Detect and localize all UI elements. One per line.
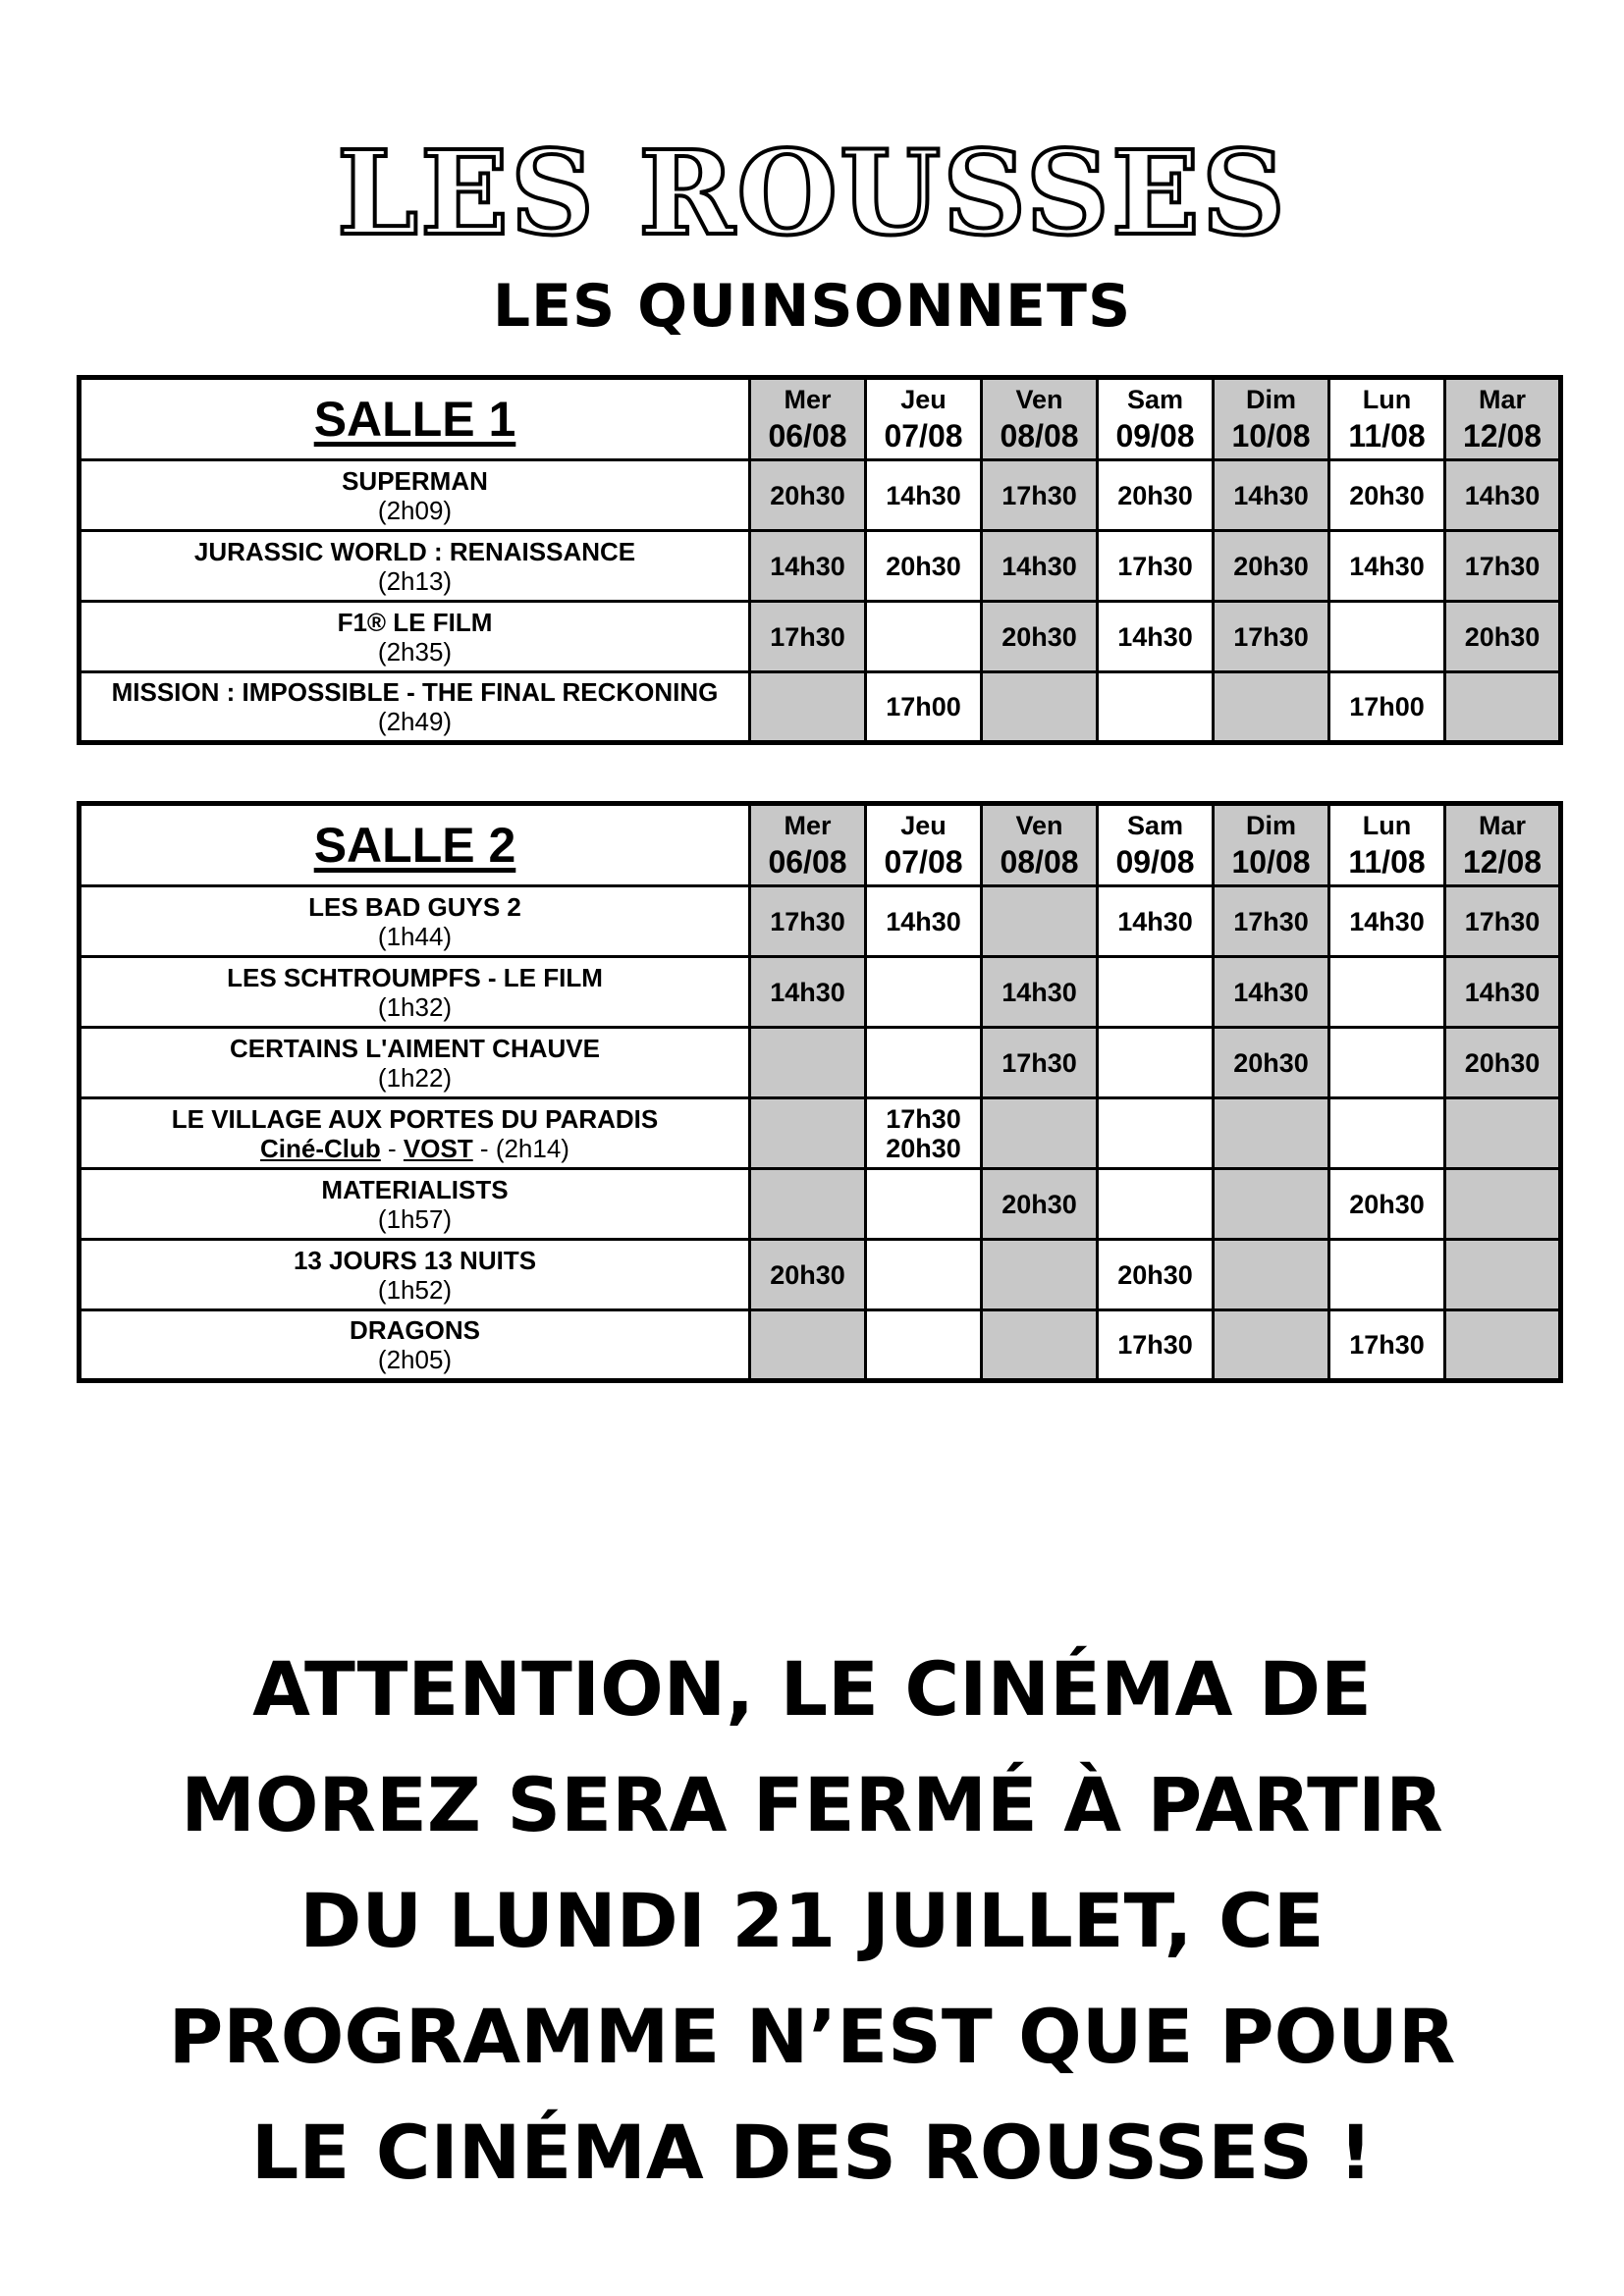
showtime-cell — [982, 460, 1098, 531]
day-date: 12/08 — [1462, 844, 1543, 880]
showtime-cell — [1329, 460, 1445, 531]
showtime-cell — [1329, 957, 1445, 1028]
showtime-cell — [750, 1098, 866, 1169]
showtime: 17h30 — [1349, 1330, 1425, 1360]
movie-title: DRAGONS — [350, 1315, 480, 1345]
showtime-cell — [982, 672, 1098, 743]
showtime-cell — [1098, 602, 1214, 672]
day-name: Sam — [1126, 811, 1184, 840]
showtime-cell — [982, 1098, 1098, 1169]
movie-cell — [80, 602, 750, 672]
movie-duration: (2h13) — [377, 565, 453, 596]
showtime-cell — [982, 1028, 1098, 1098]
showtime-cell — [1098, 531, 1214, 602]
salle1-label: SALLE 1 — [313, 392, 516, 447]
movie-title: MATERIALISTS — [321, 1174, 509, 1204]
showtime-cell — [1445, 1240, 1561, 1310]
showtime-cell — [1329, 1169, 1445, 1240]
salle2-schedule-table — [77, 801, 1563, 1383]
showtime-cell — [1098, 460, 1214, 531]
salle1-day-header — [1329, 378, 1445, 460]
showtime: 14h30 — [1001, 551, 1077, 581]
showtime: 20h30 — [1464, 1047, 1541, 1078]
salle1-header-row — [80, 378, 1561, 460]
movie-title: CERTAINS L'AIMENT CHAUVE — [230, 1033, 600, 1063]
showtime-cell — [982, 531, 1098, 602]
showtime: 17h30 — [1117, 551, 1193, 581]
showtime: 17h30 — [1117, 1330, 1193, 1360]
showtime-cell — [866, 957, 982, 1028]
movie-title: LES SCHTROUMPFS - LE FILM — [227, 962, 603, 992]
day-name: Lun — [1362, 385, 1412, 414]
movie-duration: (1h52) — [377, 1274, 453, 1305]
salle2-day-header — [1214, 804, 1329, 886]
showtime-cell — [866, 531, 982, 602]
showtime-cell — [1098, 957, 1214, 1028]
movie-cell — [80, 1098, 750, 1169]
showtime: 17h30 — [1233, 621, 1309, 652]
salle2-label-cell — [80, 804, 750, 886]
salle1-day-header — [750, 378, 866, 460]
notice-line: DU LUNDI 21 JUILLET, CE — [299, 1877, 1325, 1964]
showtime-cell — [1214, 1169, 1329, 1240]
movie-title: JURASSIC WORLD : RENAISSANCE — [193, 536, 636, 566]
day-date: 09/08 — [1115, 418, 1195, 454]
movie-row — [80, 957, 1561, 1028]
showtime-cell — [1445, 1310, 1561, 1381]
showtime-cell — [1329, 1240, 1445, 1310]
movie-cell — [80, 1310, 750, 1381]
showtime-cell — [1214, 1310, 1329, 1381]
showtime-cell — [1098, 886, 1214, 957]
day-date: 07/08 — [884, 844, 963, 880]
cine-club-tag: Ciné-Club — [260, 1133, 381, 1163]
showtime-cell — [750, 531, 866, 602]
showtime-cell — [1445, 672, 1561, 743]
salle1-label-cell — [80, 378, 750, 460]
showtime-cell — [866, 1169, 982, 1240]
notice-line: ATTENTION, LE CINÉMA DE — [252, 1645, 1372, 1733]
day-date: 11/08 — [1348, 418, 1426, 454]
showtime-cell — [1329, 886, 1445, 957]
showtime-cell — [750, 1240, 866, 1310]
salle1-day-header — [982, 378, 1098, 460]
showtime-cell — [750, 1310, 866, 1381]
showtime: 20h30 — [1233, 551, 1309, 581]
movie-duration: (2h35) — [377, 636, 453, 667]
day-name: Jeu — [900, 385, 947, 414]
vost-tag: VOST — [403, 1133, 473, 1163]
day-name: Dim — [1245, 385, 1296, 414]
showtime-cell — [1098, 1310, 1214, 1381]
salle1-day-header — [1214, 378, 1329, 460]
movie-title: 13 JOURS 13 NUITS — [293, 1245, 537, 1275]
day-name: Mer — [784, 811, 832, 840]
day-date: 07/08 — [884, 418, 963, 454]
showtime-cell — [1214, 1240, 1329, 1310]
showtime: 20h30 — [1001, 621, 1077, 652]
showtime-cell — [750, 602, 866, 672]
day-name: Jeu — [900, 811, 947, 840]
showtime-cell — [750, 460, 866, 531]
day-name: Dim — [1245, 811, 1296, 840]
showtime: 14h30 — [1117, 621, 1193, 652]
showtime: 20h30 — [770, 480, 845, 510]
day-date: 08/08 — [1000, 844, 1079, 880]
cinema-title: LES ROUSSES — [337, 125, 1287, 261]
showtime: 17h30 — [1464, 906, 1541, 936]
showtime-cell — [866, 1310, 982, 1381]
showtime-cell — [866, 1098, 982, 1169]
showtime: 14h30 — [1117, 906, 1193, 936]
showtime-cell — [1329, 1310, 1445, 1381]
movie-row — [80, 1169, 1561, 1240]
showtime-cell — [1329, 531, 1445, 602]
movie-duration: (1h32) — [377, 991, 453, 1022]
showtime-cell — [1214, 1028, 1329, 1098]
showtime: 14h30 — [886, 906, 961, 936]
showtime: 14h30 — [1233, 480, 1309, 510]
showtime-cell — [1329, 1028, 1445, 1098]
movie-title: SUPERMAN — [342, 465, 488, 496]
movie-cell — [80, 460, 750, 531]
showtime-cell — [866, 1028, 982, 1098]
showtime: 14h30 — [1233, 977, 1309, 1007]
movie-row — [80, 460, 1561, 531]
notice-line: LE CINÉMA DES ROUSSES ! — [250, 2109, 1374, 2196]
showtime-cell — [1445, 1098, 1561, 1169]
showtime-cell — [1098, 1098, 1214, 1169]
day-date: 09/08 — [1115, 844, 1195, 880]
movie-cell — [80, 672, 750, 743]
salle1-day-header — [1098, 378, 1214, 460]
showtime-cell — [1214, 460, 1329, 531]
showtime-cell — [1445, 531, 1561, 602]
movie-cell — [80, 886, 750, 957]
showtime: 20h30 — [886, 551, 961, 581]
salle1-day-header — [1445, 378, 1561, 460]
showtime: 17h30 — [1464, 551, 1541, 581]
salle2-day-header — [750, 804, 866, 886]
day-date: 12/08 — [1462, 418, 1543, 454]
showtime: 20h30 — [770, 1259, 845, 1290]
showtime: 17h30 — [770, 906, 845, 936]
movie-duration: (1h44) — [377, 921, 453, 951]
showtime-cell — [750, 957, 866, 1028]
salle2-day-header — [982, 804, 1098, 886]
movie-cell — [80, 1028, 750, 1098]
movie-duration: (2h14) — [495, 1133, 569, 1163]
showtime: 20h30 — [1001, 1189, 1077, 1219]
salle1-schedule-table — [77, 375, 1563, 745]
showtime-cell — [1445, 602, 1561, 672]
movie-cell — [80, 1240, 750, 1310]
showtime-second: 20h30 — [886, 1133, 961, 1163]
movie-cell — [80, 531, 750, 602]
day-name: Ven — [1015, 385, 1063, 414]
day-name: Mer — [784, 385, 832, 414]
showtime: 20h30 — [1233, 1047, 1309, 1078]
movie-title: LES BAD GUYS 2 — [308, 891, 521, 922]
movie-row — [80, 1240, 1561, 1310]
showtime-cell — [1214, 672, 1329, 743]
showtime-cell — [982, 1240, 1098, 1310]
movie-cell — [80, 1169, 750, 1240]
showtime-cell — [866, 672, 982, 743]
showtime-cell — [982, 602, 1098, 672]
movie-row — [80, 886, 1561, 957]
showtime-cell — [1098, 1169, 1214, 1240]
movie-row — [80, 1098, 1561, 1169]
showtime: 20h30 — [1464, 621, 1541, 652]
showtime: 17h30 — [886, 1103, 961, 1134]
showtime-cell — [750, 1028, 866, 1098]
day-date: 10/08 — [1231, 418, 1311, 454]
movie-row — [80, 531, 1561, 602]
showtime: 14h30 — [1464, 977, 1541, 1007]
showtime-cell — [1214, 602, 1329, 672]
movie-cell — [80, 957, 750, 1028]
showtime: 17h30 — [1001, 1047, 1077, 1078]
showtime-cell — [1214, 1098, 1329, 1169]
day-name: Ven — [1015, 811, 1063, 840]
showtime-cell — [982, 1310, 1098, 1381]
showtime: 14h30 — [1349, 551, 1425, 581]
showtime-cell — [1214, 886, 1329, 957]
separator: - — [380, 1133, 404, 1163]
showtime-cell — [750, 886, 866, 957]
showtime: 14h30 — [770, 977, 845, 1007]
showtime: 14h30 — [886, 480, 961, 510]
day-date: 06/08 — [768, 844, 847, 880]
showtime-cell — [866, 602, 982, 672]
showtime: 14h30 — [1464, 480, 1541, 510]
day-name: Mar — [1478, 385, 1526, 414]
showtime-cell — [1445, 886, 1561, 957]
salle2-day-header — [1445, 804, 1561, 886]
separator: - — [472, 1133, 496, 1163]
day-date: 06/08 — [768, 418, 847, 454]
showtime: 17h30 — [770, 621, 845, 652]
showtime: 14h30 — [1001, 977, 1077, 1007]
showtime-cell — [1445, 957, 1561, 1028]
day-name: Lun — [1362, 811, 1412, 840]
showtime: 20h30 — [1117, 1259, 1193, 1290]
showtime-cell — [1445, 460, 1561, 531]
showtime-cell — [1098, 1240, 1214, 1310]
showtime-cell — [1329, 1098, 1445, 1169]
showtime: 17h00 — [1349, 692, 1425, 721]
showtime: 20h30 — [1349, 480, 1425, 510]
salle2-label: SALLE 2 — [313, 818, 516, 873]
showtime-cell — [866, 460, 982, 531]
movie-title: MISSION : IMPOSSIBLE - THE FINAL RECKONING — [111, 677, 719, 707]
showtime-cell — [1329, 602, 1445, 672]
movie-row — [80, 1310, 1561, 1381]
movie-duration: (2h49) — [377, 707, 453, 736]
day-date: 10/08 — [1231, 844, 1311, 880]
salle1-day-header — [866, 378, 982, 460]
showtime-cell — [1214, 957, 1329, 1028]
showtime-cell — [1098, 672, 1214, 743]
movie-duration: (1h22) — [377, 1062, 453, 1093]
salle2-day-header — [866, 804, 982, 886]
showtime-cell — [982, 1169, 1098, 1240]
movie-row — [80, 672, 1561, 743]
movie-duration: (2h05) — [377, 1345, 453, 1374]
venue-subtitle: LES QUINSONNETS — [492, 272, 1132, 341]
showtime-cell — [750, 1169, 866, 1240]
movie-row — [80, 1028, 1561, 1098]
day-name: Mar — [1478, 811, 1526, 840]
showtime-cell — [866, 886, 982, 957]
showtime-cell — [750, 672, 866, 743]
showtime-cell — [1445, 1169, 1561, 1240]
showtime: 17h30 — [1233, 906, 1309, 936]
showtime-cell — [1098, 1028, 1214, 1098]
showtime-cell — [982, 957, 1098, 1028]
movie-title: LE VILLAGE AUX PORTES DU PARADIS — [171, 1103, 659, 1134]
showtime: 14h30 — [1349, 906, 1425, 936]
movie-subline — [81, 1134, 748, 1163]
movie-title: F1® LE FILM — [337, 607, 493, 637]
notice-line: MOREZ SERA FERMÉ À PARTIR — [181, 1761, 1443, 1848]
closure-notice — [59, 1631, 1565, 2211]
notice-line: PROGRAMME N’EST QUE POUR — [168, 1993, 1456, 2080]
showtime-cell — [1445, 1028, 1561, 1098]
movie-duration: (2h09) — [377, 495, 453, 525]
day-name: Sam — [1126, 385, 1184, 414]
salle2-day-header — [1329, 804, 1445, 886]
movie-duration: (1h57) — [377, 1203, 453, 1234]
showtime: 17h00 — [886, 692, 961, 721]
showtime-cell — [1214, 531, 1329, 602]
day-date: 11/08 — [1348, 844, 1426, 880]
showtime-cell — [982, 886, 1098, 957]
salle2-header-row — [80, 804, 1561, 886]
showtime-cell — [1329, 672, 1445, 743]
day-date: 08/08 — [1000, 418, 1079, 454]
salle2-day-header — [1098, 804, 1214, 886]
showtime: 14h30 — [770, 551, 845, 581]
showtime-cell — [866, 1240, 982, 1310]
movie-row — [80, 602, 1561, 672]
showtime: 20h30 — [1349, 1189, 1425, 1219]
showtime: 20h30 — [1117, 480, 1193, 510]
showtime: 17h30 — [1001, 480, 1077, 510]
